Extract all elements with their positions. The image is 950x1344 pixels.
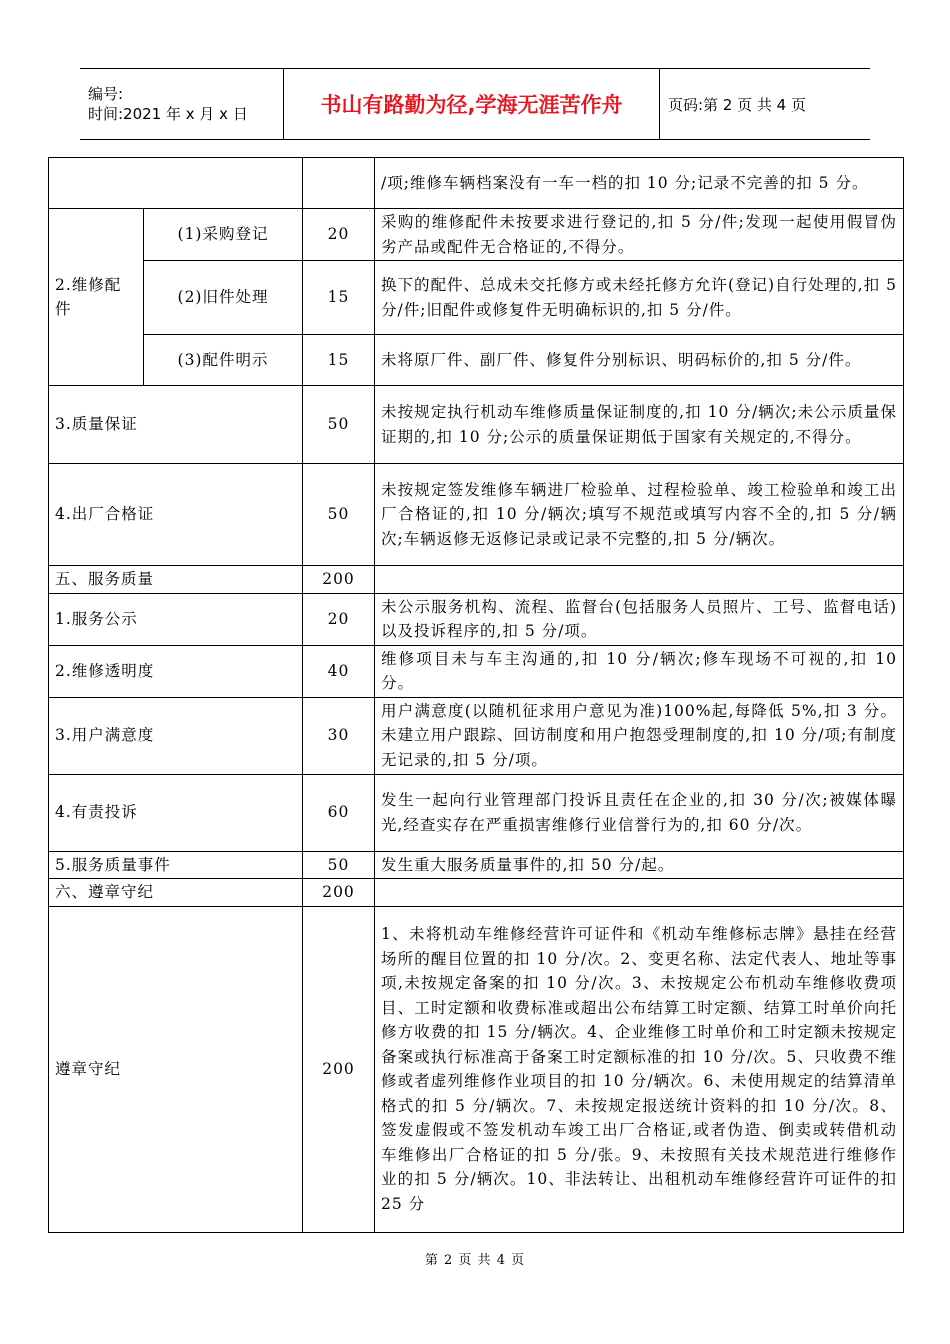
description-cell: 维修项目未与车主沟通的,扣 10 分/辆次;修车现场不可视的,扣 10 分。 (375, 645, 904, 697)
description-cell: 未按规定签发维修车辆进厂检验单、过程检验单、竣工检验单和竣工出厂合格证的,扣 10 分/辆次;填写不规范或填写内容不全的,扣 5 分/辆次;车辆返修无返修记录或记录不完整的,扣 5 分/辆次。 (375, 464, 904, 566)
description-cell: 采购的维修配件未按要求进行登记的,扣 5 分/件;发现一起使用假冒伪劣产品或配件无合格证的,不得分。 (375, 209, 904, 261)
item-cell: 3.用户满意度 (49, 697, 303, 774)
document-number-label: 编号: (88, 85, 124, 103)
score-cell: 200 (303, 906, 375, 1232)
description-cell: 未公示服务机构、流程、监督台(包括服务人员照片、工号、监督电话)以及投诉程序的,扣 5 分/项。 (375, 593, 904, 645)
score-cell: 20 (303, 209, 375, 261)
score-cell (303, 158, 375, 209)
section-title-cell: 五、服务质量 (49, 566, 303, 594)
item-cell: 4.有责投诉 (49, 774, 303, 851)
table-row (49, 566, 904, 594)
page-footer: 第 2 页 共 4 页 (424, 1253, 526, 1268)
item-cell: 4.出厂合格证 (49, 464, 303, 566)
table-row (49, 158, 904, 209)
table-row (49, 464, 904, 566)
item-cell: 2.维修透明度 (49, 645, 303, 697)
item-cell: 遵章守纪 (49, 906, 303, 1232)
item-cell: 5.服务质量事件 (49, 851, 303, 879)
scoring-table (48, 157, 904, 1233)
item-cell: 2.维修配件 (49, 209, 144, 386)
table-row (49, 261, 904, 335)
table-row (49, 697, 904, 774)
description-cell (375, 566, 904, 594)
item-cell (49, 158, 303, 209)
sub-item-cell: (3)配件明示 (144, 335, 303, 386)
table-row (49, 209, 904, 261)
score-cell: 200 (303, 566, 375, 594)
table-row (49, 335, 904, 386)
table-row (49, 593, 904, 645)
description-cell: 用户满意度(以随机征求用户意见为准)100%起,每降低 5%,扣 3 分。未建立用户跟踪、回访制度和用户抱怨受理制度的,扣 10 分/项;有制度无记录的,扣 5 分/项。 (375, 697, 904, 774)
description-cell (375, 879, 904, 907)
item-cell: 1.服务公示 (49, 593, 303, 645)
description-cell: 发生重大服务质量事件的,扣 50 分/起。 (375, 851, 904, 879)
score-cell: 30 (303, 697, 375, 774)
section-title-cell: 六、遵章守纪 (49, 879, 303, 907)
score-cell: 15 (303, 335, 375, 386)
page-header (80, 68, 870, 140)
header-page-number: 页码:第 2 页 共 4 页 (668, 95, 806, 114)
score-cell: 60 (303, 774, 375, 851)
score-cell: 50 (303, 386, 375, 464)
document-date-label: 时间:2021 年 x 月 x 日 (88, 105, 248, 123)
table-row (49, 906, 904, 1232)
header-slogan: 书山有路勤为径,学海无涯苦作舟 (283, 69, 660, 139)
description-cell: 1、未将机动车维修经营许可证件和《机动车维修标志牌》悬挂在经营场所的醒目位置的扣 10 分/次。2、变更名称、法定代表人、地址等事项,未按规定备案的扣 10 分/次。3、未按规定公布机动车维修收费项目、工时定额和收费标准或超出公布结算工时定额、结算工时单价向托修方收费的扣 15 分/辆次。4、企业维修工时单价和工时定额未按规定备案或执行标准高于备案工时定额标准的扣 10 分/次。5、只收费不维修或者虚列维修作业项目的扣 10 分/辆次。6、未使用规定的结算清单格式的扣 5 分/辆次。7、未按规定报送统计资料的扣 10 分/次。8、签发虚假或不签发机动车竣工出厂合格证,或者伪造、倒卖或转借机动车维修出厂合格证的扣 5 分/张。9、未按照有关技术规范进行维修作业的扣 5 分/辆次。10、非法转让、出租机动车维修经营许可证件的扣 25 分 (375, 906, 904, 1232)
score-cell: 50 (303, 464, 375, 566)
table-row (49, 774, 904, 851)
score-cell: 20 (303, 593, 375, 645)
description-cell: 发生一起向行业管理部门投诉且责任在企业的,扣 30 分/次;被媒体曝光,经查实存在严重损害维修行业信誉行为的,扣 60 分/次。 (375, 774, 904, 851)
description-cell: 换下的配件、总成未交托修方或未经托修方允许(登记)自行处理的,扣 5 分/件;旧配件或修复件无明确标识的,扣 5 分/件。 (375, 261, 904, 335)
score-cell: 15 (303, 261, 375, 335)
item-cell: 3.质量保证 (49, 386, 303, 464)
table-row (49, 386, 904, 464)
sub-item-cell: (2)旧件处理 (144, 261, 303, 335)
table-row (49, 851, 904, 879)
table-row (49, 645, 904, 697)
table-row (49, 879, 904, 907)
sub-item-cell: (1)采购登记 (144, 209, 303, 261)
description-cell: 未按规定执行机动车维修质量保证制度的,扣 10 分/辆次;未公示质量保证期的,扣 10 分;公示的质量保证期低于国家有关规定的,不得分。 (375, 386, 904, 464)
score-cell: 40 (303, 645, 375, 697)
description-cell: /项;维修车辆档案没有一车一档的扣 10 分;记录不完善的扣 5 分。 (375, 158, 904, 209)
score-cell: 50 (303, 851, 375, 879)
header-meta (80, 69, 283, 139)
description-cell: 未将原厂件、副厂件、修复件分别标识、明码标价的,扣 5 分/件。 (375, 335, 904, 386)
score-cell: 200 (303, 879, 375, 907)
